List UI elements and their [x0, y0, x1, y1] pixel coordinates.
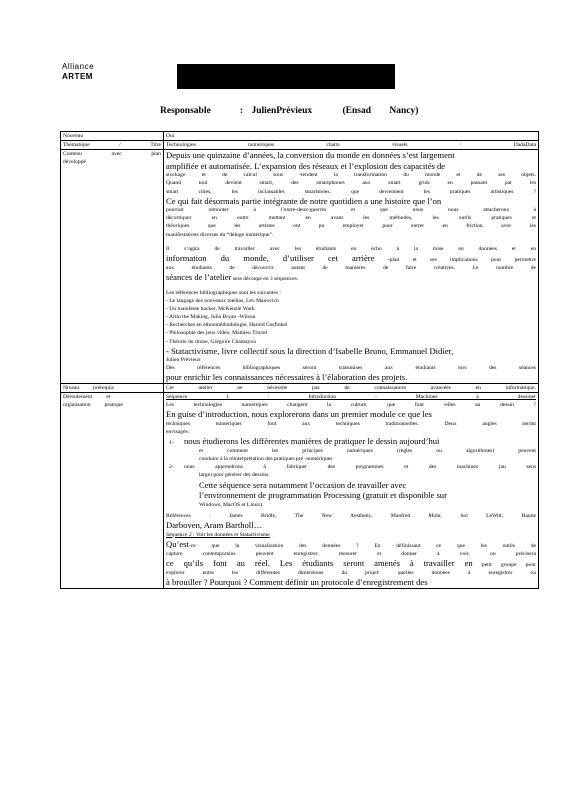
alliance-artem-logo	[62, 63, 94, 81]
responsable-name: JulienPrévieux	[251, 106, 313, 116]
label-thematique: Thématique / Titre	[61, 141, 164, 150]
row-deroulement	[61, 393, 539, 588]
value-contenu: Depuis une quinzaine d’années, la conversion du monde en données s’est largement amplifiée et automatisée. L’expansion des réseaux et l’explosion des capacités de stockage et de calcul sous -tendent la transformation du monde et de ses objets. Quand tout devient smart, des smartphones aux smart grids en passant par les smart cities, les inclassables smartshoes, que deviennent les pratiques artistiques ? Ce qui fait désormais partie intégrante de notre quotidien a une histoire que l’on pourrait remonter à l’entre-deux-guerres et que nous nous attacherons à décortiquer en outre mettant en avant les méthodes, les outils pratiques et théoriques que les artistes ont pu employer pour entrer en friction avec les manifestations diverses du “déluge numérique”. Il s’agira de travailler avec les étudiants en écho à la mise en données et en information du monde, d’utiliser cet arrière -plan et ses implications pour permettre aux étudiants de découvrir autant de manières de faire créatives. Le nombre de séances de l’atelier sera découpé en 3 séquences. Les références bibliographiques sont les suivantes : - Le langage des nouveaux médias, Lev Manovich - Un manifeste hacker, McKenzie Wark - Artin the Making, Julia Bryan -Wilson - Recherches en ethnométhodologie, Harold Garfinkel - Philosophie des jeux vidéo, Mathieu Triclot - Théorie du drone, Grégoire Chamayou - Statactivisme, livre collectif sous la direction d’Isabelle Bruno, Emmanuel Didier, Julien Prévieux Des références bibliographiques seront transmises aux étudiants lors des séances pour enrichir les connaissances nécessaires à l’élaboration des projets.	[164, 150, 539, 384]
responsable-line	[160, 106, 418, 116]
label-niveau: Niveau prérequis	[61, 384, 164, 393]
value-nouveau: Oui	[164, 132, 539, 141]
row-nouveau	[61, 132, 539, 141]
redacted-title-bar	[177, 64, 395, 89]
responsable-org1: (Ensad	[342, 106, 372, 116]
label-contenu: Contenu avec plan développé	[61, 150, 164, 384]
value-thematique: Technologies numériques charts visuels / DadaData	[164, 141, 539, 150]
row-contenu	[61, 150, 539, 384]
course-table	[60, 131, 539, 589]
responsable-org2: Nancy)	[389, 106, 419, 116]
value-niveau: Cet atelier ne nécessite pas de connaissances avancées en informatique.	[164, 384, 539, 393]
value-deroulement: Séquence 1 : Introduction - Machines à dessiner Les technologies numériques changent la culture, que font -elles au dessin ? En guise d’introduction, nous explorerons dans un premier module ce que les techniques numériques font aux techniques traditionnelles. Deux angles seront envisagés : 1- nous étudierons les différentes manières de pratiquer le dessin aujourd’hui et comment les principes numériques (règles ou algorithmes) peuvent conduire à la réinterprétation des pratiques pré -numériques 2- nous apprendrons à fabriquer des programmes et des machines (au sens large) pour générer des dessins. Cette séquence sera notamment l’occasion de travailler avec l’environnement de programmation Processing (gratuit et disponible sur Windows, MacOS et Linux). Références : James Bridle, The New Aesthetic, Manfred Mohr, Sol LeWitt, Hanne Darboven, Aram Bartholl… Séquence 2 : Voir les données et Statactivisme Qu’est-ce que la visualisation des données ? En définissant ce que les outils de capture contemporains peuvent enregistrer, mesurer et donner à voir, on précisera ce qu’ils font au réel. Les étudiants seront amenés à travailler en petit groupe pour explorer entre les différentes dimensions du projet: quelles données à enregistrer ou à brouiller ? Pourquoi ? Comment définir un protocole d’enregistrement des	[164, 393, 539, 588]
row-thematique	[61, 141, 539, 150]
responsable-label: Responsable	[160, 106, 211, 116]
responsable-sep: :	[239, 106, 244, 116]
label-deroulement: Déroulement et organisation pratique	[61, 393, 164, 588]
row-niveau	[61, 384, 539, 393]
label-nouveau: Nouveau	[61, 132, 164, 141]
logo-line1: Alliance	[62, 62, 95, 71]
logo-line2: ARTEM	[62, 72, 93, 81]
